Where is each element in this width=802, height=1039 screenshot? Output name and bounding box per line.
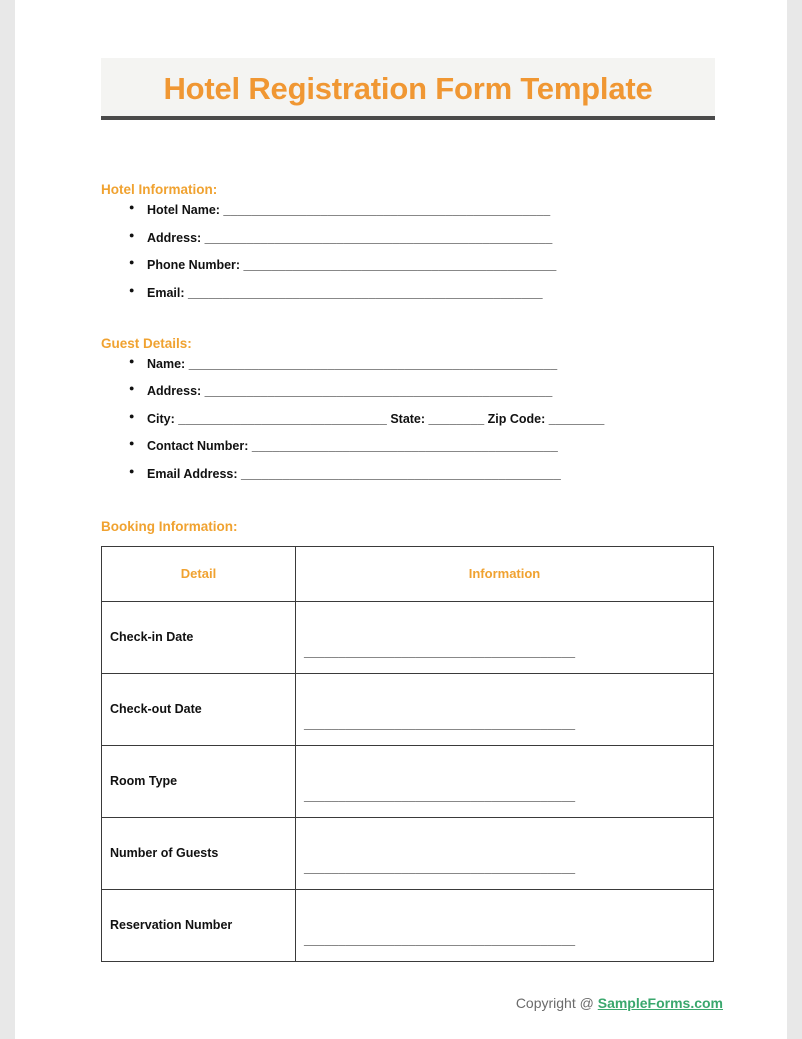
list-item-guest-name (147, 357, 715, 373)
cell-information-check-out-date[interactable]: _______________________________________ (296, 673, 714, 745)
hotel-information-field-list (101, 203, 715, 302)
table-row (102, 889, 714, 961)
list-item-guest-city-state-zip (147, 412, 715, 428)
document-page (15, 0, 787, 1039)
guest-details-field-list (101, 357, 715, 483)
field-label-guest-state: State: (390, 411, 426, 426)
section-heading-booking-information: Booking Information: (101, 518, 238, 534)
field-blank-guest-state[interactable]: ________ (428, 411, 485, 426)
field-label-hotel-address: Address: (147, 230, 202, 245)
field-blank-hotel-phone-number[interactable]: _____________________________________________ (243, 258, 557, 273)
cell-detail-check-in-date: Check-in Date (102, 601, 296, 673)
table-row (102, 673, 714, 745)
field-label-guest-email-address: Email Address: (147, 467, 238, 482)
booking-information-table (101, 546, 714, 962)
list-item-hotel-email (147, 286, 715, 302)
document-body (15, 0, 787, 962)
table-row (102, 601, 714, 673)
field-label-guest-contact-number: Contact Number: (147, 439, 249, 454)
list-item-guest-email-address (147, 467, 715, 483)
field-blank-hotel-name[interactable]: _______________________________________________ (223, 203, 551, 218)
section-heading-guest-details: Guest Details: (101, 335, 192, 351)
field-blank-guest-email-address[interactable]: ______________________________________________ (241, 467, 561, 482)
field-blank-guest-address[interactable]: __________________________________________________ (204, 384, 553, 399)
cell-information-check-in-date[interactable]: _______________________________________ (296, 601, 714, 673)
cell-detail-room-type: Room Type (102, 745, 296, 817)
cell-information-number-of-guests[interactable]: _______________________________________ (296, 817, 714, 889)
column-header-detail: Detail (102, 546, 296, 601)
table-row (102, 745, 714, 817)
list-item-guest-address (147, 384, 715, 400)
page-title: Hotel Registration Form Template (163, 71, 653, 106)
field-label-hotel-name: Hotel Name: (147, 203, 220, 218)
field-label-guest-address: Address: (147, 384, 202, 399)
section-heading-hotel-information: Hotel Information: (101, 182, 218, 198)
list-item-hotel-name (147, 203, 715, 219)
field-blank-hotel-email[interactable]: ___________________________________________________ (188, 285, 543, 300)
field-blank-guest-zip-code[interactable]: ________ (548, 411, 605, 426)
column-header-information: Information (296, 546, 714, 601)
cell-information-room-type[interactable]: _______________________________________ (296, 745, 714, 817)
field-blank-hotel-address[interactable]: __________________________________________________ (204, 230, 553, 245)
field-blank-guest-city[interactable]: ______________________________ (178, 411, 387, 426)
list-item-hotel-address (147, 231, 715, 247)
footer (516, 995, 723, 1011)
field-blank-guest-contact-number[interactable]: ____________________________________________ (251, 439, 558, 454)
cell-detail-check-out-date: Check-out Date (102, 673, 296, 745)
field-blank-guest-name[interactable]: _____________________________________________________ (188, 356, 558, 371)
table-row (102, 817, 714, 889)
list-item-hotel-phone-number (147, 258, 715, 274)
cell-detail-reservation-number: Reservation Number (102, 889, 296, 961)
field-label-guest-name: Name: (147, 356, 186, 371)
cell-detail-number-of-guests: Number of Guests (102, 817, 296, 889)
cell-information-reservation-number[interactable]: _______________________________________ (296, 889, 714, 961)
footer-brand-link[interactable]: SampleForms.com (597, 995, 723, 1011)
field-label-hotel-email: Email: (147, 285, 185, 300)
footer-copyright-text: Copyright @ (515, 995, 594, 1011)
field-label-hotel-phone-number: Phone Number: (147, 258, 241, 273)
table-header-row (102, 546, 714, 601)
list-item-guest-contact-number (147, 439, 715, 455)
field-label-guest-zip-code: Zip Code: (487, 411, 546, 426)
field-label-guest-city: City: (147, 411, 175, 426)
title-block (101, 58, 715, 120)
